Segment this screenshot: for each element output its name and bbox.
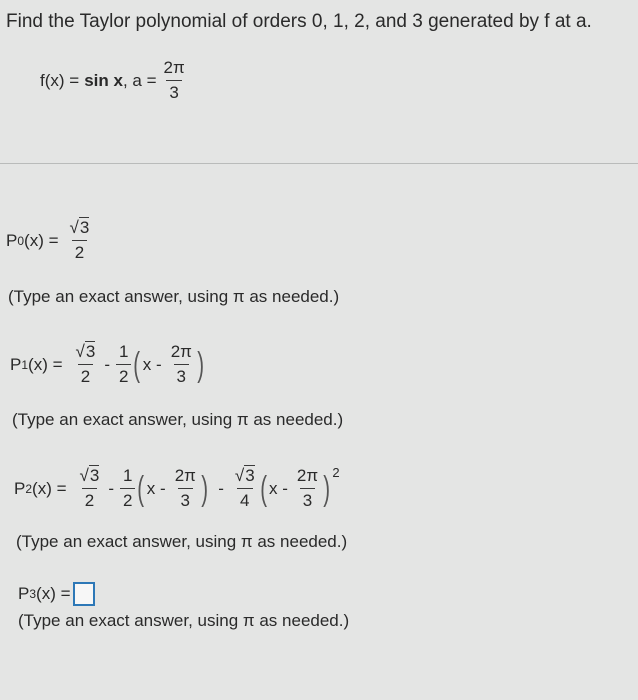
p2-exponent: 2 [332, 465, 340, 480]
left-paren-icon: ( [133, 345, 141, 384]
p2-operator1: - [108, 478, 114, 498]
p0-instruction: (Type an exact answer, using π as needed.) [8, 287, 340, 306]
p2-arg: (x) = [32, 478, 67, 498]
sqrt-icon: √3 [79, 466, 100, 485]
right-paren-icon: ) [323, 469, 331, 508]
p1-operator: - [104, 354, 110, 374]
p1-label: P [10, 354, 22, 374]
p0-subscript: 0 [17, 233, 25, 248]
p2-subscript: 2 [25, 481, 33, 496]
p1-inner-fraction: $\frac{2\pi}{3}$ [170, 342, 192, 386]
p2-term3: $\frac{√3}{4}$ [234, 466, 255, 510]
p1-x: x - [142, 354, 162, 374]
p2-instruction: (Type an exact answer, using π as needed.) [16, 532, 348, 551]
left-paren-icon: ( [259, 469, 267, 508]
p3-subscript: 3 [29, 587, 37, 601]
function-definition [40, 58, 188, 103]
p2-x: x - [146, 478, 166, 498]
sqrt-icon: √3 [75, 342, 96, 361]
a-label: , a = [122, 70, 157, 90]
function-rhs: sin x [84, 70, 123, 90]
left-paren-icon: ( [137, 469, 145, 508]
a-denominator: 3 [166, 80, 181, 103]
p1-term1: $\frac{√3}{2}$ [75, 342, 96, 386]
p2-operator2: - [218, 478, 224, 498]
p1-expression [10, 342, 206, 387]
p0-label: P [6, 230, 18, 250]
sqrt-icon: √3 [69, 218, 90, 237]
p1-subscript: 1 [21, 357, 29, 372]
p1-instruction: (Type an exact answer, using π as needed.) [12, 410, 344, 429]
p2-expression [14, 466, 340, 511]
p2-inner-fraction: $\frac{2\pi}{3}$ [174, 466, 196, 510]
p0-expression [6, 218, 92, 263]
section-divider [0, 163, 638, 164]
a-numerator: 2π [163, 58, 185, 77]
p3-label: P [18, 584, 30, 603]
p2-term2: $\frac{1}{2}$ [120, 466, 135, 511]
p1-term2: $\frac{1}{2}$ [116, 342, 131, 387]
p3-answer-input[interactable] [73, 582, 95, 606]
function-lhs: f(x) = [40, 70, 80, 90]
p2-inner2-fraction: $\frac{2\pi}{3}$ [296, 466, 319, 510]
p2-label: P [14, 478, 26, 498]
p0-arg: (x) = [24, 230, 59, 250]
right-paren-icon: ) [197, 345, 204, 384]
question-prompt: Find the Taylor polynomial of orders 0, 1, 2, and 3 generated by f at a. [6, 11, 592, 32]
p3-instruction: (Type an exact answer, using π as needed.) [18, 611, 350, 630]
p2-x2: x - [269, 478, 288, 498]
p1-arg: (x) = [28, 354, 63, 374]
a-value-fraction [161, 58, 188, 103]
right-paren-icon: ) [201, 469, 208, 508]
p3-arg: (x) = [36, 584, 71, 603]
p0-fraction: $\frac{√3}{2}$ [69, 218, 90, 262]
p2-term1: $\frac{√3}{2}$ [79, 466, 100, 510]
p3-expression [18, 582, 95, 606]
sqrt-icon: √3 [234, 466, 255, 485]
